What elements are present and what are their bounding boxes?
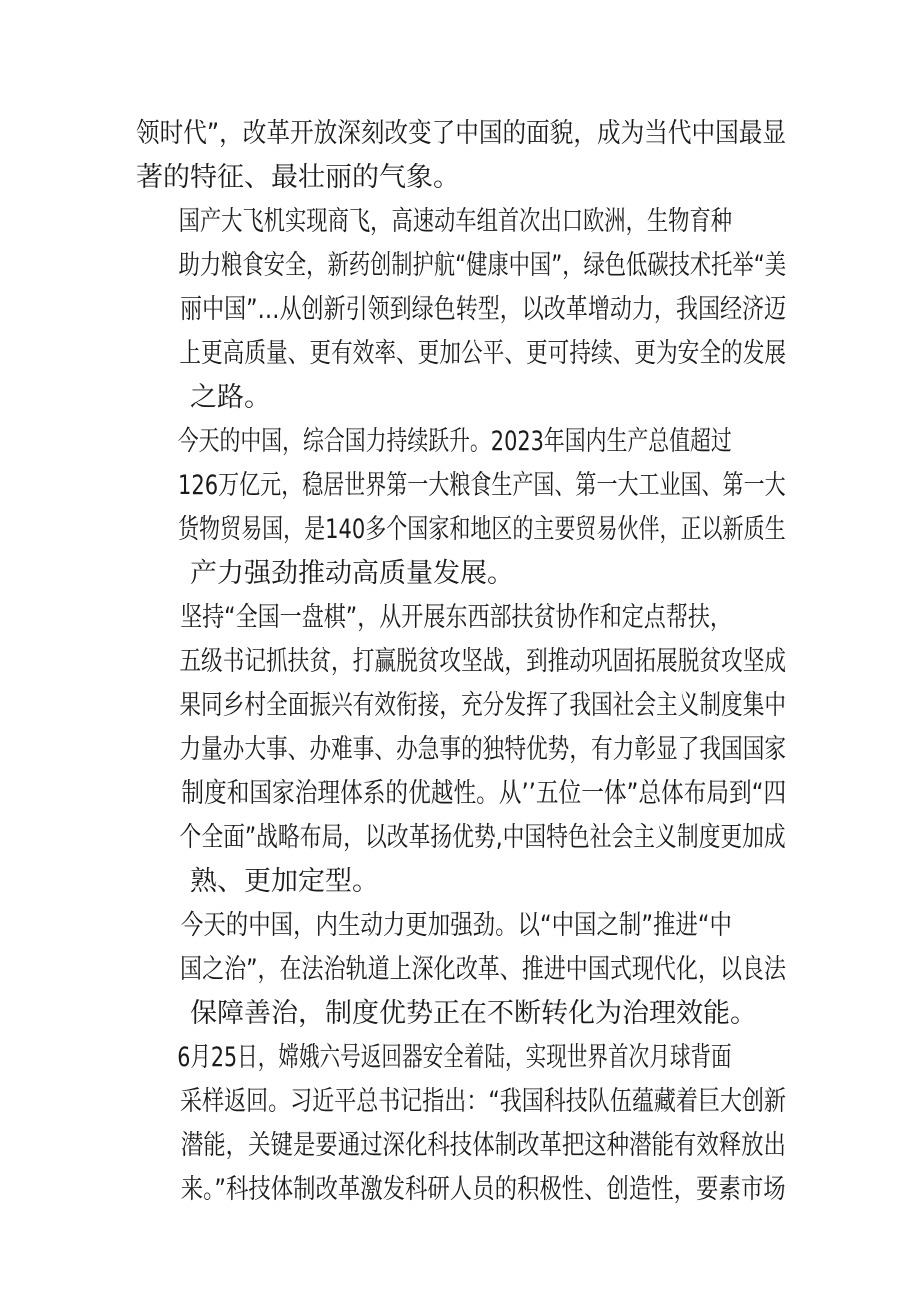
text-line: 今天的中国，综合国力持续跃升。2023年国内生产总值超过 bbox=[177, 426, 732, 457]
paragraph bbox=[136, 420, 786, 596]
text-line: 著的特征、最壮丽的气象。 bbox=[136, 162, 460, 193]
text-line: 今天的中国，内生动力更加强劲。以“中国之制”推进“中 bbox=[180, 910, 732, 941]
paragraph bbox=[136, 1036, 786, 1212]
text-line: 货物贸易国，是140多个国家和地区的主要贸易伙伴，正以新质生 bbox=[178, 514, 786, 545]
text-line: 领时代”，改革开放深刻改变了中国的面貌，成为当代中国最显 bbox=[136, 118, 786, 149]
paragraph bbox=[136, 112, 786, 200]
text-line: 产力强劲推动高质量发展。 bbox=[190, 558, 514, 589]
paragraph bbox=[136, 904, 786, 1036]
text-line: 126万亿元，稳居世界第一大粮食生产国、第一大工业国、第一大 bbox=[178, 470, 786, 501]
text-line: 保障善治，制度优势正在不断转化为治理效能。 bbox=[190, 998, 757, 1029]
text-line: 五级书记抓扶贫，打赢脱贫攻坚战，到推动巩固拓展脱贫攻坚成 bbox=[179, 646, 787, 677]
text-line: 力量办大事、办难事、办急事的独特优势，有力彰显了我国国家 bbox=[179, 734, 787, 765]
text-line: 采样返回。习近平总书记指出：“我国科技队伍蕴藏着巨大创新 bbox=[180, 1086, 787, 1117]
paragraph bbox=[136, 596, 786, 904]
text-line: 6月25日，嫦娥六号返回器安全着陆，实现世界首次月球背面 bbox=[177, 1042, 732, 1073]
text-line: 上更高质量、更有效率、更加公平、更可持续、更为安全的发展 bbox=[179, 338, 787, 369]
text-line: 潜能，关键是要通过深化科技体制改革把这种潜能有效释放出 bbox=[180, 1130, 786, 1161]
text-line: 来。”科技体制改革激发科研人员的积极性、创造性，要素市场 bbox=[180, 1174, 786, 1205]
text-line: 个全面”战略布局，以改革扬优势,中国特色社会主义制度更加成 bbox=[179, 822, 786, 853]
text-line: 熟、更加定型。 bbox=[190, 866, 379, 897]
text-line: 制度和国家治理体系的优越性。从’’五位一体”总体布局到“四 bbox=[181, 778, 787, 809]
document-body bbox=[136, 112, 786, 1212]
text-line: 国产大飞机实现商飞，高速动车组首次出口欧洲，生物育种 bbox=[178, 206, 733, 237]
text-line: 丽中国”…从创新引领到绿色转型，以改革增动力，我国经济迈 bbox=[180, 294, 787, 325]
text-line: 助力粮食安全，新药创制护航“健康中国”，绿色低碳技术托举“美 bbox=[178, 250, 786, 281]
text-line: 国之治”，在法治轨道上深化改革、推进中国式现代化，以良法 bbox=[180, 954, 787, 985]
text-line: 之路。 bbox=[190, 382, 271, 413]
paragraph bbox=[136, 200, 786, 420]
text-line: 坚持“全国一盘棋”，从开展东西部扶贫协作和定点帮扶， bbox=[180, 602, 732, 633]
text-line: 果同乡村全面振兴有效衔接，充分发挥了我国社会主义制度集中 bbox=[179, 690, 787, 721]
